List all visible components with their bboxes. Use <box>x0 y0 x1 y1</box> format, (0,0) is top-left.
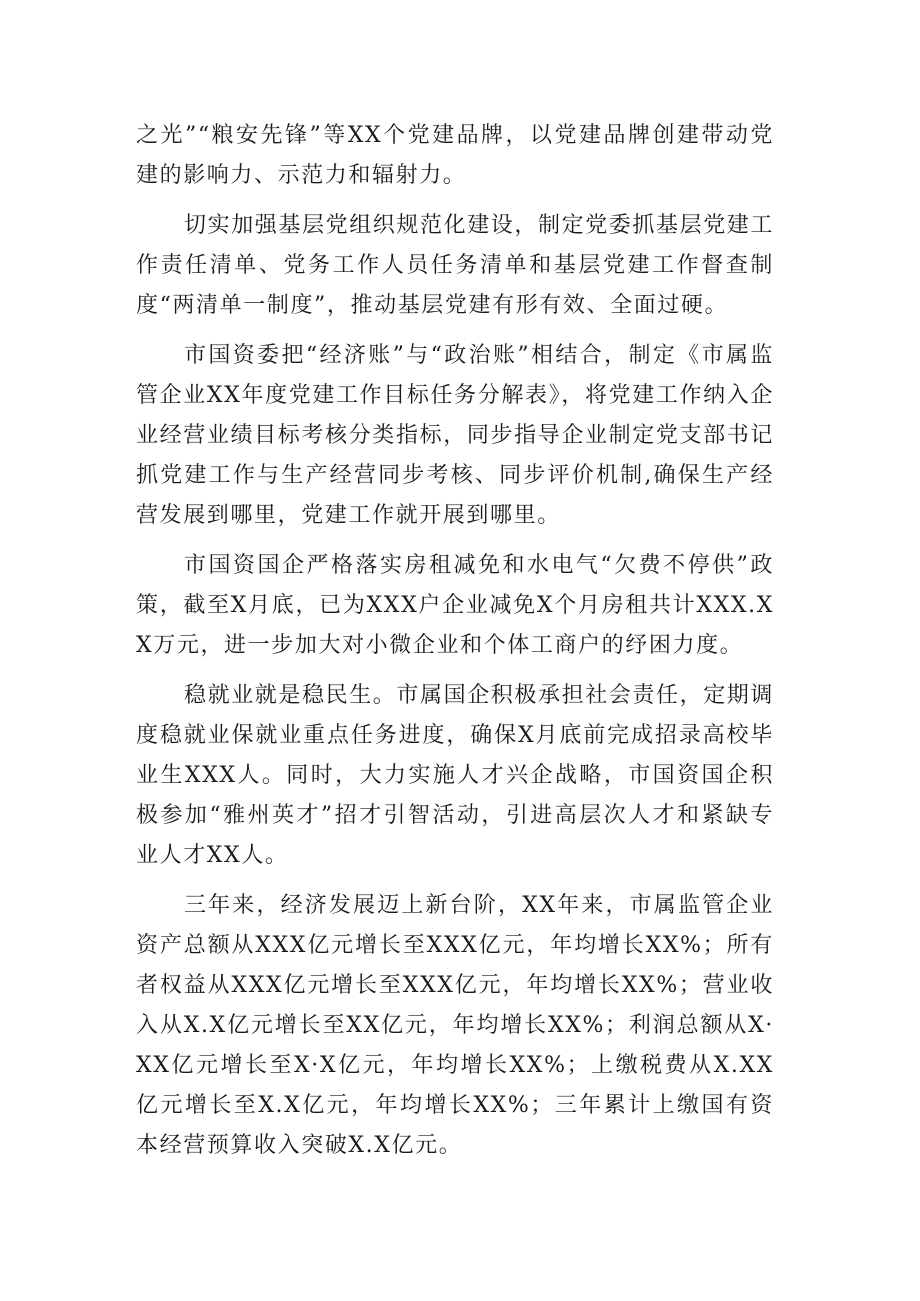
paragraph-grassroots-standardization: 切实加强基层党组织规范化建设，制定党委抓基层党建工作责任清单、党务工作人员任务清单和基层党建工作督查制度“两清单一制度”，推动基层党建有形有效、全面过硬。 <box>136 213 775 318</box>
paragraph-economic-political-accounts: 市国资委把“经济账”与“政治账”相结合，制定《市属监管企业XX年度党建工作目标任务分解表》，将党建工作纳入企业经营业绩目标考核分类指标，同步指导企业制定党支部书记抓党建工作与生产经营同步考核、同步评价机制,确保生产经营发展到哪里，党建工作就开展到哪里。 <box>136 343 774 528</box>
paragraph-party-brand-continuation: 之光”“粮安先锋”等XX个党建品牌，以党建品牌创建带动党建的影响力、示范力和辐射力。 <box>136 123 774 188</box>
document-body <box>136 116 774 1166</box>
paragraph-rent-relief: 市国资国企严格落实房租减免和水电气“欠费不停供”政策，截至X月底，已为XXX户企业减免X个月房租共计XXX.XX万元，进一步加大对小微企业和个体工商户的纾困力度。 <box>136 553 774 658</box>
paragraph-three-year-growth: 三年来，经济发展迈上新台阶，XX年来，市属监管企业资产总额从XXX亿元增长至XXX亿元，年均增长XX%；所有者权益从XXX亿元增长至XXX亿元，年均增长XX%；营业收入从X.X亿元增长至XX亿元，年均增长XX%；利润总额从X·XX亿元增长至X·X亿元，年均增长XX%；上缴税费从X.XX亿元增长至X.X亿元，年均增长XX%；三年累计上缴国有资本经营预算收入突破X.X亿元。 <box>136 893 774 1158</box>
paragraph-employment-stability: 稳就业就是稳民生。市属国企积极承担社会责任，定期调度稳就业保就业重点任务进度，确保X月底前完成招录高校毕业生XXX人。同时，大力实施人才兴企战略，市国资国企积极参加“雅州英才”招才引智活动，引进高层次人才和紧缺专业人才XX人。 <box>136 683 775 868</box>
